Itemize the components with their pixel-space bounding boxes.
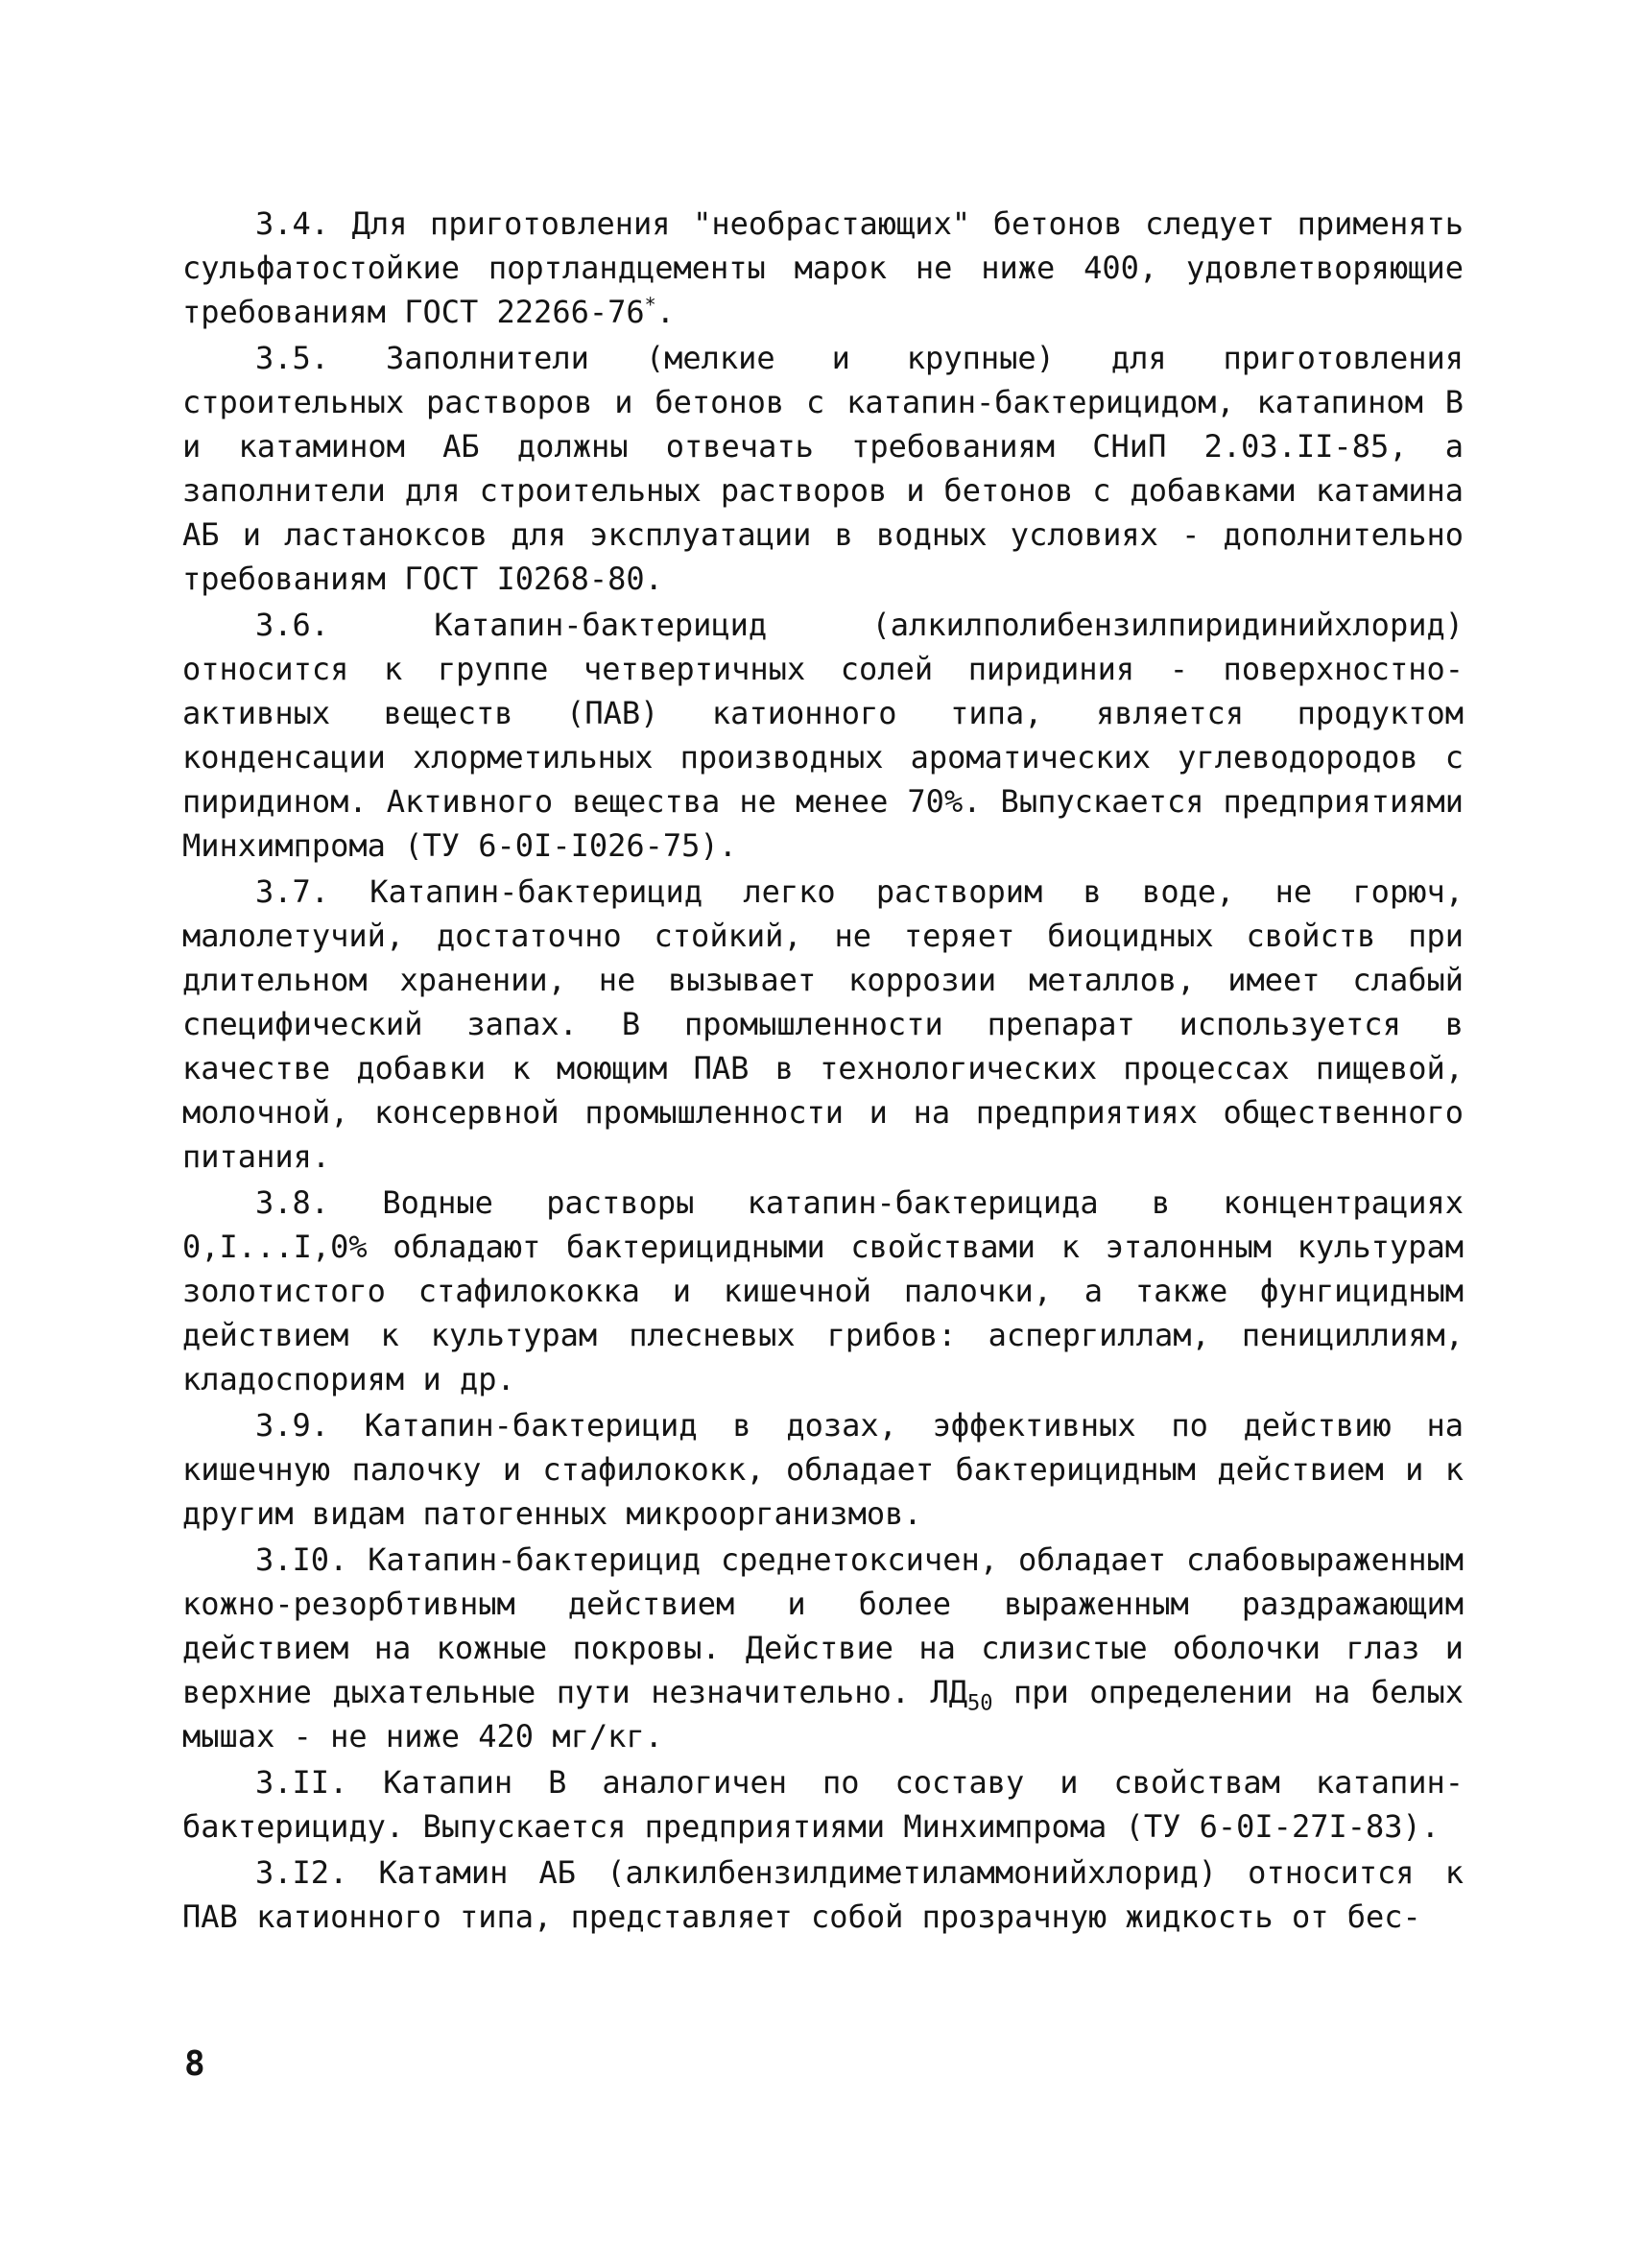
document-body <box>182 202 1464 1939</box>
paragraph-3-4-end: . <box>655 294 675 330</box>
footnote-asterisk: * <box>644 293 656 317</box>
paragraph-3-4-text: 3.4. Для приготовления "необрастающих" бетонов следует применять сульфатостойкие портландцементы марок не ниже 400, удовлетворяющие требованиям ГОСТ 22266-76 <box>182 205 1464 330</box>
paragraph-3-10-end: при определении на белых мышах - не ниже 420 мг/кг. <box>182 1674 1464 1755</box>
paragraph-3-10 <box>182 1538 1464 1758</box>
page-number: 8 <box>184 2044 205 2084</box>
paragraph-3-11: 3.II. Катапин В аналогичен по составу и свойствам катапин-бактерициду. Выпускается предприятиями Минхимпрома (ТУ 6-0I-27I-83). <box>182 1764 1464 1845</box>
ld-subscript: 50 <box>967 1691 993 1716</box>
paragraph-3-4 <box>182 202 1464 334</box>
paragraph-3-7: 3.7. Катапин-бактерицид легко растворим в воде, не горюч, малолетучий, достаточно стойкий, не теряет биоцидных свойств при длительном хранении, не вызывает коррозии металлов, имеет слабый специфический запах. В промышленности препарат используется в качестве добавки к моющим ПАВ в технологических процессах пищевой, молочной, консервной промышленности и на предприятиях общественного питания. <box>182 873 1464 1175</box>
paragraph-3-9: 3.9. Катапин-бактерицид в дозах, эффективных по действию на кишечную палочку и стафилококк, обладает бактерицидным действием и к другим видам патогенных микроорганизмов. <box>182 1407 1464 1532</box>
paragraph-3-5: 3.5. Заполнители (мелкие и крупные) для приготовления строительных растворов и бетонов с катапин-бактерицидом, катапином В и катамином АБ должны отвечать требованиям СНиП 2.03.II-85, а заполнители для строительных растворов и бетонов с добавками катамина АБ и ластаноксов для эксплуатации в водных условиях - дополнительно требованиям ГОСТ I0268-80. <box>182 340 1464 597</box>
paragraph-3-12: 3.I2. Катамин АБ (алкилбензилдиметиламмонийхлорид) относится к ПАВ катионного типа, представляет собой прозрачную жидкость от бес- <box>182 1854 1464 1935</box>
paragraph-3-10-text: 3.I0. Катапин-бактерицид среднетоксичен, обладает слабовыраженным кожно-резорбтивным действием и более выраженным раздражающим действием на кожные покровы. Действие на слизистые оболочки глаз и верхние дыхательные пути незначительно. ЛД <box>182 1541 1464 1710</box>
paragraph-3-8: 3.8. Водные растворы катапин-бактерицида в концентрациях 0,I...I,0% обладают бактерицидными свойствами к эталонным культурам золотистого стафилококка и кишечной палочки, а также фунгицидным действием к культурам плесневых грибов: аспергиллам, пенициллиям, кладоспориям и др. <box>182 1184 1464 1397</box>
paragraph-3-6: 3.6. Катапин-бактерицид (алкилполибензилпиридинийхлорид) относится к группе четвертичных солей пиридиния - поверхностно-активных веществ (ПАВ) катионного типа, является продуктом конденсации хлорметильных производных ароматических углеводородов с пиридином. Активного вещества не менее 70%. Выпускается предприятиями Минхимпрома (ТУ 6-0I-I026-75). <box>182 607 1464 864</box>
